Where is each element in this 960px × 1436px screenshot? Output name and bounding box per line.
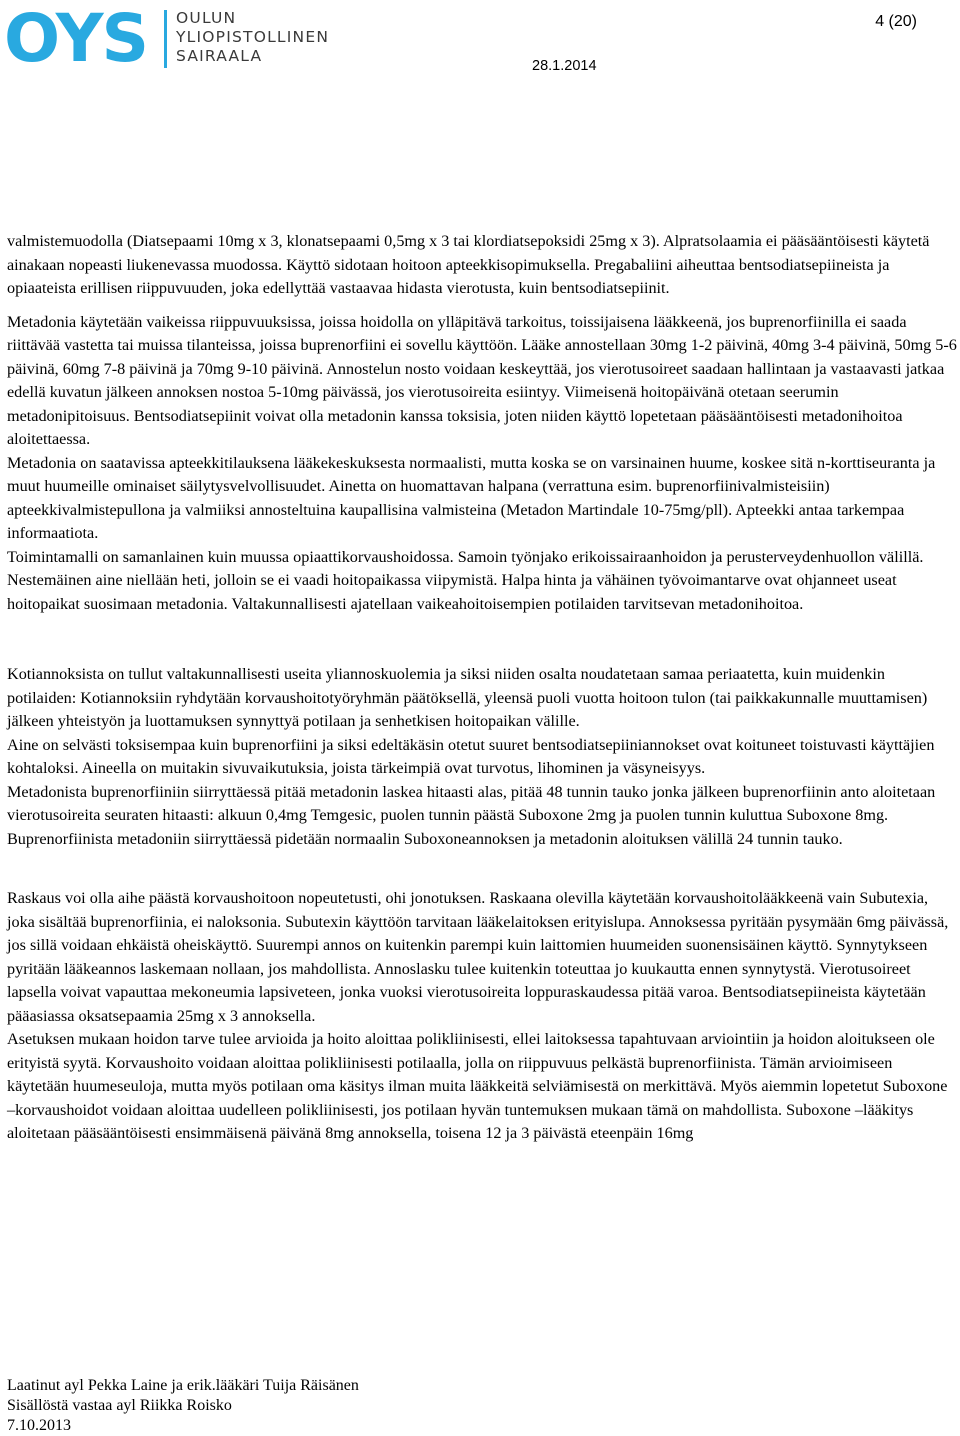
paragraph: Metadonia käytetään vaikeissa riippuvuuksissa, joissa hoidolla on ylläpitävä tarkoitus, toissijaisena lääkkeenä, jos buprenorfiinilla ei saada riittävää vastetta tai muissa tilanteissa, joissa buprenorfiini ei sovellu käyttöön. Lääke annostellaan 30mg 1-2 päivinä, 40mg 3-4 päivinä, 50mg 5-6 päivinä, 60mg 7-8 päivinä ja 70mg 9-10 päivinä. Annostelun nosto voidaan keskeyttää, jos vierotusoireet saadaan hallintaan ja vastaavasti jatkaa edellä kuvatun jälkeen annoksen nostoa 5-10mg päivässä, jos vierotusoireita esiintyy. Viimeisenä hoitopäivänä otetaan seerumin metadonipitoisuus. Bentsodiatsepiinit voivat olla metadonin kanssa toksisia, joten niiden käyttö lopetetaan pääsääntöisesti metadonihoitoa aloitettaessa.	[7, 312, 957, 448]
paragraph: valmistemuodolla (Diatsepaami 10mg x 3, klonatsepaami 0,5mg x 3 tai klordiatsepoksidi 25mg x 3). Alpratsolaamia ei pääsääntöisesti käytetä ainakaan nopeasti liukenevassa muodossa. Käyttö sidotaan hoitoon apteekkisopimuksella. Pregabaliini aiheuttaa bentsodiatsepiineista ja opiaateista erillisen riippuvuuden, joka edellyttää vastaavaa hidasta vierotusta, kuin bentsodiatsepiinit.	[7, 232, 930, 297]
document-footer	[7, 1376, 359, 1436]
logo-line-2: YLIOPISTOLLINEN	[176, 28, 330, 46]
paragraph: Metadonia on saatavissa apteekkitilauksena lääkekeskuksesta normaalisti, mutta koska se on varsinainen huume, koskee sitä n-korttiseuranta ja muut huumeille ominaiset säilytysvelvollisuudet. Ainetta on huomattavan halpana (verrattuna esim. buprenorfiinivalmisteisiin) apteekkivalmistepullona ja valmiiksi annosteltuina kaupallisina valmisteina (Metadon Martindale 10-75mg/pll). Apteekki antaa tarkempaa informaatiota.	[7, 453, 936, 542]
svg-text:OYS: OYS	[4, 6, 148, 68]
logo-line-3: SAIRAALA	[176, 47, 263, 65]
paragraph: Aine on selvästi toksisempaa kuin buprenorfiini ja siksi edeltäkäsin otetut suuret bentsodiatsepiiniannokset ovat koituneet toistuvasti käyttäjien kohtaloksi. Aineella on muitakin sivuvaikutuksia, joista tärkeimpiä ovat turvotus, lihominen ja väsyneisyys.	[7, 735, 935, 777]
footer-responsible: Sisällöstä vastaa ayl Riikka Roisko	[7, 1397, 232, 1414]
logo-line-1: OULUN	[176, 9, 237, 27]
hospital-logo	[4, 6, 334, 68]
paragraph: Raskaus voi olla aihe päästä korvaushoitoon nopeutetusti, ohi jonotuksen. Raskaana olevilla käytetään korvaushoitolääkkeenä vain Subutexia, joka sisältää buprenorfiinia, ei naloksonia. Subutexin käyttöön tarvitaan lääkelaitoksen erityislupa. Annoksessa pyritään pysymään 6mg päivässä, jos sillä voidaan ehkäistä oheiskäyttö. Suurempi annos on kuitenkin parempi kuin laittomien huumeiden suonensisäinen käyttö. Synnytykseen pyritään lääkeannos laskemaan nollaan, jos mahdollista. Annoslasku tulee kuitenkin toteuttaa jo kuukautta ennen synnytystä. Vierotusoireet lapsella voivat vapauttaa mekoneumia lapsiveteen, jonka vuoksi vierotusoireita loppuraskaudessa pitää varoa. Bentsodiatsepiineista käytetään pääasiassa oksatsepaamia 25mg x 3 annoksella.	[7, 889, 949, 1025]
logo-divider	[164, 10, 167, 68]
paragraph: Toimintamalli on samanlainen kuin muussa opiaattikorvaushoidossa. Samoin työnjako erikoissairaanhoidon ja perusterveydenhuollon välillä.	[7, 547, 924, 566]
paragraph: Asetuksen mukaan hoidon tarve tulee arvioida ja hoito aloittaa polikliinisesti, ellei laitoksessa tapahtuvaan arviointiin ja hoidon aloitukseen ole erityistä syytä. Korvaushoito voidaan aloittaa polikliinisesti potilaalla, jolla on riippuvuus pelkästä buprenorfiinista. Tämän arvioimiseen käytetään huumeseuloja, mutta myös potilaan oma käsitys ilman muita lääkkeitä selviämisestä on merkittävä. Myös aiemmin lopetetut Suboxone –korvaushoidot voidaan aloittaa uudelleen polikliinisesti, jos potilaan hyvän tuntemuksen mukaan tämä on mahdollista. Suboxone –lääkitys aloitetaan pääsääntöisesti ensimmäisenä päivänä 8mg annoksella, toisena 12 ja 3 päivästä eteenpäin 16mg	[7, 1030, 948, 1142]
paragraph: Kotiannoksista on tullut valtakunnallisesti useita yliannoskuolemia ja siksi niiden osalta noudatetaan samaa periaatetta, kuin muidenkin potilaiden: Kotiannoksiin ryhdytään korvaushoitotyöryhmän päätöksellä, yleensä puoli vuotta hoitoon tulon (tai paikkakunnalle muuttamisen) jälkeen yhteistyön ja luottamuksen synnyttyä potilaan ja senhetkisen hoitopaikan välille.	[7, 665, 928, 730]
document-body	[7, 230, 957, 1146]
oys-logo-icon	[4, 6, 164, 68]
page-number: 4 (20)	[875, 13, 917, 30]
header-date: 28.1.2014	[532, 58, 597, 74]
footer-author: Laatinut ayl Pekka Laine ja erik.lääkäri Tuija Räisänen	[7, 1377, 359, 1394]
paragraph: Nestemäinen aine niellään heti, jolloin se ei vaadi hoitopaikassa viipymistä. Halpa hinta ja vähäinen työvoimantarve ovat ohjanneet useat hoitopaikat suosimaan metadonia. Valtakunnallisesti ajatellaan vaikeahoitoisempien potilaiden tarvitsevan metadonihoitoa.	[7, 571, 897, 613]
logo-wordmark	[176, 9, 329, 66]
paragraph: Metadonista buprenorfiiniin siirryttäessä pitää metadonin laskea hitaasti alas, pitää 48 tunnin tauko jonka jälkeen buprenorfiinin anto aloitetaan vierotusoireita seuraten hitaasti: alkuun 0,4mg Temgesic, puolen tunnin päästä Suboxone 2mg ja puolen tunnin kuluttua Suboxone 8mg. Buprenorfiinista metadoniin siirryttäessä pidetään normaalin Suboxoneannoksen ja metadonin aloituksen välillä 24 tunnin tauko.	[7, 782, 936, 848]
footer-date: 7.10.2013	[7, 1417, 71, 1434]
